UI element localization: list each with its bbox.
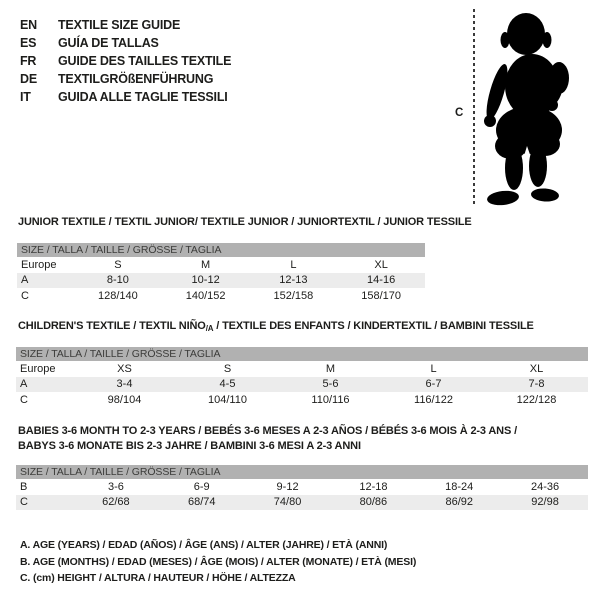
language-row	[20, 70, 231, 88]
row-label: C	[20, 496, 28, 509]
size-cell: 152/158	[273, 289, 314, 302]
children-size-table	[16, 347, 588, 408]
size-cell: 14-16	[367, 274, 396, 287]
size-cell: 6-9	[193, 480, 210, 493]
size-cell: 116/122	[414, 393, 453, 406]
footnote-c: C. (cm) HEIGHT / ALTURA / HAUTEUR / HÖHE / ALTEZZA	[20, 572, 296, 584]
size-cell: 6-7	[425, 378, 442, 391]
junior-section-title: JUNIOR TEXTILE / TEXTIL JUNIOR/ TEXTILE JUNIOR / JUNIORTEXTIL / JUNIOR TESSILE	[18, 216, 472, 228]
size-cell: S	[114, 258, 122, 271]
size-cell: 24-36	[530, 480, 560, 493]
language-title: TEXTILE SIZE GUIDE	[58, 18, 181, 32]
size-cell: 12-13	[279, 274, 308, 287]
language-code: EN	[20, 18, 37, 32]
children-title-pre: CHILDREN'S TEXTILE / TEXTIL NIÑO	[18, 320, 206, 332]
size-cell: L	[430, 362, 437, 375]
size-cell: 3-4	[116, 378, 133, 391]
language-row	[20, 34, 231, 52]
baby-silhouette-icon	[481, 8, 577, 208]
size-cell: 86/92	[445, 496, 473, 509]
size-cell: 122/128	[516, 393, 557, 406]
language-row	[20, 88, 231, 106]
table-row	[16, 495, 588, 511]
size-cell: 10-12	[191, 274, 220, 287]
table-row	[17, 288, 425, 304]
language-title: GUIDE DES TAILLES TEXTILE	[58, 54, 232, 68]
row-label: A	[21, 274, 29, 287]
language-code: DE	[20, 72, 37, 86]
table-row	[16, 361, 588, 377]
size-header-band: SIZE / TALLA / TAILLE / GRÖSSE / TAGLIA	[16, 465, 588, 479]
size-cell: 92/98	[531, 496, 559, 509]
row-label: C	[20, 393, 28, 406]
junior-size-table	[17, 243, 425, 304]
language-list	[20, 16, 231, 106]
table-row	[17, 273, 425, 289]
size-cell: 158/170	[361, 289, 401, 302]
children-section-title	[18, 320, 534, 333]
size-cell: 140/152	[185, 289, 226, 302]
size-cell: 3-6	[107, 480, 124, 493]
size-cell: 12-18	[359, 480, 388, 493]
size-cell: 9-12	[276, 480, 299, 493]
size-header-band: SIZE / TALLA / TAILLE / GRÖSSE / TAGLIA	[16, 347, 588, 361]
footnote-a: A. AGE (YEARS) / EDAD (AÑOS) / ÂGE (ANS) / ALTER (JAHRE) / ETÀ (ANNI)	[20, 539, 388, 551]
footnotes	[20, 537, 416, 587]
table-row	[16, 392, 588, 408]
size-cell: M	[325, 362, 336, 375]
language-title: TEXTILGRÖßENFÜHRUNG	[58, 72, 214, 86]
row-label: B	[20, 480, 28, 493]
babies-section-title	[18, 424, 517, 453]
size-cell: S	[223, 362, 232, 375]
size-cell: XL	[529, 362, 544, 375]
row-label: A	[20, 378, 28, 391]
table-row	[16, 479, 588, 495]
size-cell: 62/68	[102, 496, 130, 509]
table-row	[16, 377, 588, 393]
size-cell: L	[290, 258, 297, 271]
size-cell: 7-8	[528, 378, 545, 391]
language-code: IT	[20, 90, 31, 104]
size-cell: 8-10	[106, 274, 129, 287]
language-title: GUIDA ALLE TAGLIE TESSILI	[58, 90, 228, 104]
size-cell: XS	[117, 362, 132, 375]
size-header-band: SIZE / TALLA / TAILLE / GRÖSSE / TAGLIA	[17, 243, 425, 257]
size-cell: 4-5	[219, 378, 236, 391]
size-cell: M	[201, 258, 211, 271]
babies-title-line2: BABYS 3-6 MONATE BIS 2-3 JAHRE / BAMBINI 3-6 MESI A 2-3 ANNI	[18, 439, 361, 452]
language-code: ES	[20, 36, 37, 50]
size-cell: 110/116	[311, 393, 350, 406]
size-cell: 104/110	[208, 393, 247, 406]
children-title-post: / TEXTILE DES ENFANTS / KINDERTEXTIL / BAMBINI TESSILE	[213, 320, 534, 332]
table-row	[17, 257, 425, 273]
children-title-sub: /A	[205, 324, 214, 333]
language-row	[20, 16, 231, 34]
size-cell: 74/80	[273, 496, 302, 509]
language-row	[20, 52, 231, 70]
size-cell: 128/140	[97, 289, 138, 302]
row-label: Europe	[20, 362, 56, 375]
babies-size-table	[16, 465, 588, 510]
size-cell: 18-24	[445, 480, 474, 493]
footnote-b: B. AGE (MONTHS) / EDAD (MESES) / ÂGE (MOIS) / ALTER (MONATE) / ETÀ (MESI)	[20, 555, 417, 568]
size-cell: 98/104	[107, 393, 142, 406]
language-title: GUÍA DE TALLAS	[58, 36, 159, 50]
language-code: FR	[20, 54, 37, 68]
size-cell: XL	[374, 258, 388, 271]
height-measure-label: C	[455, 107, 464, 119]
size-cell: 5-6	[322, 378, 339, 391]
height-measure-dashed-line	[473, 9, 475, 207]
babies-title-line1: BABIES 3-6 MONTH TO 2-3 YEARS / BEBÉS 3-6 MESES A 2-3 AÑOS / BÉBÉS 3-6 MOIS À 2-3 ANS /	[18, 425, 517, 437]
size-cell: 80/86	[359, 496, 388, 509]
row-label: C	[21, 289, 29, 302]
size-cell: 68/74	[187, 496, 216, 509]
row-label: Europe	[21, 258, 57, 271]
